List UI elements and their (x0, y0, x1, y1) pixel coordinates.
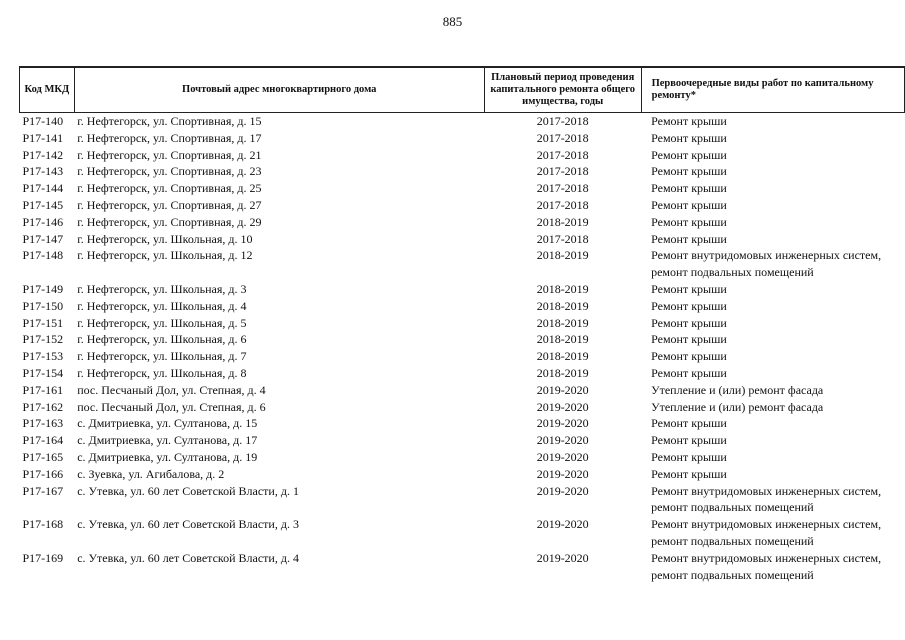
cell-address: г. Нефтегорск, ул. Спортивная, д. 29 (77, 214, 262, 229)
cell-code: P17-148 (22, 248, 64, 263)
cell-period: 2017-2018 (536, 181, 589, 196)
cell-period: 2018-2019 (536, 214, 589, 229)
header-works: Первоочередные виды работ по капитальному ремонту* (641, 67, 904, 113)
cell-code: P17-147 (22, 231, 64, 246)
cell-code: P17-153 (22, 349, 64, 364)
cell-address: г. Нефтегорск, ул. Школьная, д. 6 (77, 332, 247, 347)
table-row (20, 550, 905, 584)
table-row (20, 315, 905, 332)
cell-period: 2018-2019 (536, 298, 589, 313)
header-code: Код МКД (20, 67, 75, 113)
cell-works: Ремонт внутридомовых инженерных систем, ремонт подвальных помещений (651, 550, 882, 582)
header-period: Плановый период проведения капитального ремонта общего имущества, годы (484, 67, 641, 113)
cell-period: 2017-2018 (536, 147, 589, 162)
cell-code: P17-140 (22, 114, 64, 128)
table-row (20, 382, 905, 399)
cell-address: с. Утевка, ул. 60 лет Советской Власти, д. 3 (77, 517, 299, 532)
cell-code: P17-146 (22, 214, 64, 229)
cell-code: P17-154 (22, 365, 64, 380)
table-header (20, 67, 905, 113)
cell-period: 2019-2020 (536, 416, 589, 431)
cell-code: P17-152 (22, 332, 64, 347)
cell-period: 2019-2020 (536, 449, 589, 464)
cell-address: г. Нефтегорск, ул. Школьная, д. 7 (77, 349, 247, 364)
cell-address: пос. Песчаный Дол, ул. Степная, д. 6 (77, 399, 266, 414)
table-row (20, 432, 905, 449)
cell-code: P17-165 (22, 449, 64, 464)
table-row (20, 516, 905, 550)
table-row (20, 147, 905, 164)
page-number: 885 (442, 14, 463, 29)
cell-period: 2018-2019 (536, 281, 589, 296)
cell-code: P17-141 (22, 130, 64, 145)
table-row (20, 348, 905, 365)
cell-address: г. Нефтегорск, ул. Спортивная, д. 15 (77, 114, 262, 128)
cell-works: Ремонт крыши (651, 349, 727, 364)
cell-code: P17-149 (22, 281, 64, 296)
cell-works: Ремонт крыши (651, 214, 727, 229)
cell-code: P17-162 (22, 399, 64, 414)
cell-address: г. Нефтегорск, ул. Школьная, д. 5 (77, 315, 247, 330)
cell-works: Ремонт внутридомовых инженерных систем, ремонт подвальных помещений (651, 248, 882, 280)
cell-works: Ремонт крыши (651, 315, 727, 330)
cell-period: 2019-2020 (536, 466, 589, 481)
cell-address: г. Нефтегорск, ул. Спортивная, д. 27 (77, 197, 262, 212)
table-row (20, 466, 905, 483)
table-body (20, 113, 905, 584)
cell-period: 2019-2020 (536, 550, 589, 565)
cell-code: P17-166 (22, 466, 64, 481)
cell-period: 2018-2019 (536, 315, 589, 330)
cell-works: Ремонт крыши (651, 416, 727, 431)
cell-address: с. Зуевка, ул. Агибалова, д. 2 (77, 466, 225, 481)
cell-period: 2018-2019 (536, 365, 589, 380)
cell-works: Ремонт крыши (651, 449, 727, 464)
cell-works: Ремонт крыши (651, 298, 727, 313)
cell-period: 2017-2018 (536, 231, 589, 246)
cell-code: P17-167 (22, 483, 64, 498)
table-row (20, 247, 905, 281)
cell-works: Ремонт крыши (651, 181, 727, 196)
cell-address: с. Дмитриевка, ул. Султанова, д. 17 (77, 433, 258, 448)
cell-works: Ремонт внутридомовых инженерных систем, ремонт подвальных помещений (651, 483, 882, 515)
table-row (20, 483, 905, 517)
cell-period: 2018-2019 (536, 332, 589, 347)
table-row (20, 214, 905, 231)
table-row (20, 281, 905, 298)
cell-period: 2019-2020 (536, 517, 589, 532)
cell-code: P17-164 (22, 433, 64, 448)
cell-works: Ремонт крыши (651, 466, 727, 481)
repair-table (19, 66, 905, 583)
cell-works: Ремонт крыши (651, 147, 727, 162)
table-row (20, 399, 905, 416)
cell-period: 2018-2019 (536, 349, 589, 364)
cell-code: P17-150 (22, 298, 64, 313)
cell-address: г. Нефтегорск, ул. Спортивная, д. 21 (77, 147, 262, 162)
cell-address: г. Нефтегорск, ул. Спортивная, д. 25 (77, 181, 262, 196)
cell-code: P17-161 (22, 382, 64, 397)
cell-period: 2019-2020 (536, 382, 589, 397)
cell-code: P17-143 (22, 164, 64, 179)
cell-address: г. Нефтегорск, ул. Школьная, д. 12 (77, 248, 253, 263)
table-row (20, 197, 905, 214)
cell-period: 2018-2019 (536, 248, 589, 263)
table-row (20, 130, 905, 147)
cell-works: Утепление и (или) ремонт фасада (651, 382, 824, 397)
cell-address: г. Нефтегорск, ул. Школьная, д. 10 (77, 231, 253, 246)
cell-period: 2017-2018 (536, 197, 589, 212)
cell-address: с. Дмитриевка, ул. Султанова, д. 19 (77, 449, 258, 464)
cell-address: пос. Песчаный Дол, ул. Степная, д. 4 (77, 382, 266, 397)
table-row (20, 365, 905, 382)
table-row (20, 449, 905, 466)
cell-code: P17-144 (22, 181, 64, 196)
cell-address: с. Утевка, ул. 60 лет Советской Власти, д. 4 (77, 550, 299, 565)
table-row (20, 231, 905, 248)
cell-period: 2017-2018 (536, 164, 589, 179)
cell-works: Ремонт крыши (651, 231, 727, 246)
cell-address: г. Нефтегорск, ул. Школьная, д. 3 (77, 281, 247, 296)
cell-code: P17-163 (22, 416, 64, 431)
cell-works: Ремонт крыши (651, 365, 727, 380)
cell-address: г. Нефтегорск, ул. Спортивная, д. 23 (77, 164, 262, 179)
cell-period: 2017-2018 (536, 114, 589, 128)
cell-works: Ремонт крыши (651, 197, 727, 212)
cell-works: Ремонт крыши (651, 332, 727, 347)
cell-address: с. Утевка, ул. 60 лет Советской Власти, д. 1 (77, 483, 299, 498)
cell-works: Ремонт крыши (651, 281, 727, 296)
cell-works: Ремонт крыши (651, 164, 727, 179)
cell-code: P17-169 (22, 550, 64, 565)
cell-works: Ремонт крыши (651, 433, 727, 448)
cell-code: P17-142 (22, 147, 64, 162)
cell-period: 2019-2020 (536, 433, 589, 448)
cell-works: Утепление и (или) ремонт фасада (651, 399, 824, 414)
cell-code: P17-145 (22, 197, 64, 212)
cell-address: г. Нефтегорск, ул. Школьная, д. 4 (77, 298, 247, 313)
table-row (20, 331, 905, 348)
cell-works: Ремонт крыши (651, 114, 727, 128)
cell-code: P17-151 (22, 315, 64, 330)
cell-works: Ремонт крыши (651, 130, 727, 145)
table-row (20, 163, 905, 180)
cell-period: 2017-2018 (536, 130, 589, 145)
cell-address: г. Нефтегорск, ул. Школьная, д. 8 (77, 365, 247, 380)
table-row (20, 180, 905, 197)
cell-address: г. Нефтегорск, ул. Спортивная, д. 17 (77, 130, 262, 145)
cell-period: 2019-2020 (536, 483, 589, 498)
cell-period: 2019-2020 (536, 399, 589, 414)
table-row (20, 113, 905, 130)
header-address: Почтовый адрес многоквартирного дома (74, 67, 484, 113)
cell-address: с. Дмитриевка, ул. Султанова, д. 15 (77, 416, 258, 431)
cell-works: Ремонт внутридомовых инженерных систем, ремонт подвальных помещений (651, 517, 882, 548)
table-row (20, 415, 905, 432)
cell-code: P17-168 (22, 517, 64, 532)
table-row (20, 298, 905, 315)
